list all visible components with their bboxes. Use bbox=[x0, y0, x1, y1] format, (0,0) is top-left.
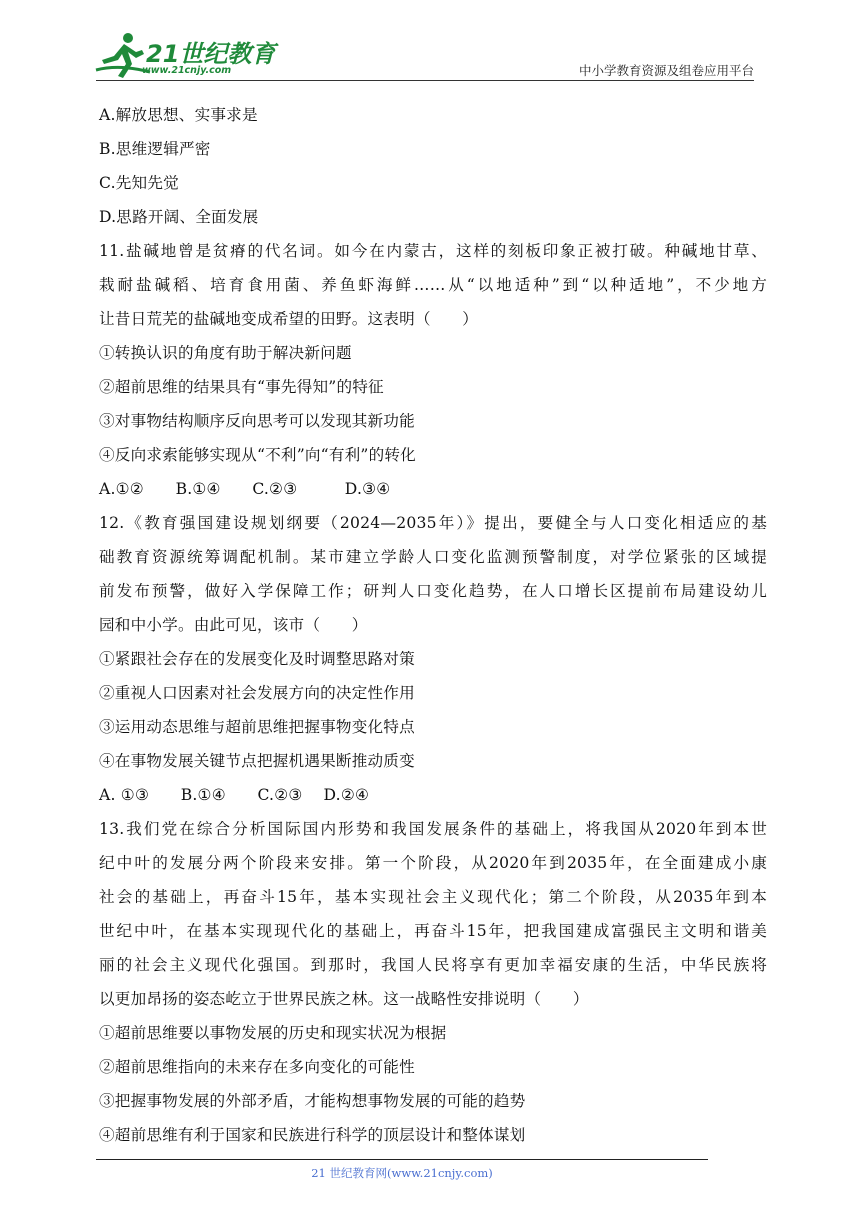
question-12-text: 12.《教育强国建设规划纲要（2024—2035年）》提出，要健全与人口变化相适应的基 bbox=[99, 514, 767, 532]
question-13-text: 纪中叶的发展分两个阶段来安排。第一个阶段，从2020年到2035年，在全面建成小康 bbox=[99, 854, 767, 872]
logo bbox=[94, 30, 276, 82]
question-13-text: 世纪中叶，在基本实现现代化的基础上，再奋斗15年，把我国建成富强民主文明和谐美 bbox=[99, 922, 767, 940]
question-13-text: 社会的基础上，再奋斗15年，基本实现社会主义现代化；第二个阶段，从2035年到本 bbox=[99, 888, 767, 906]
option-line: B.思维逻辑严密 bbox=[99, 140, 211, 158]
question-13-text: 丽的社会主义现代化强国。到那时，我国人民将享有更加幸福安康的生活，中华民族将 bbox=[99, 956, 767, 974]
question-13-text: 13.我们党在综合分析国际国内形势和我国发展条件的基础上，将我国从2020年到本世 bbox=[99, 820, 767, 838]
statement-line: ③运用动态思维与超前思维把握事物变化特点 bbox=[99, 718, 415, 736]
question-13-text: 以更加昂扬的姿态屹立于世界民族之林。这一战略性安排说明（ ） bbox=[99, 990, 589, 1008]
answer-options: A.①② B.①④ C.②③ D.③④ bbox=[99, 480, 391, 498]
logo-url: www.21cnjy.com bbox=[142, 65, 232, 76]
question-11-text: 栽耐盐碱稻、培育食用菌、养鱼虾海鲜……从“以地适种”到“以种适地”，不少地方 bbox=[99, 276, 767, 294]
page-header bbox=[0, 0, 860, 90]
statement-line: ③对事物结构顺序反向思考可以发现其新功能 bbox=[99, 412, 415, 430]
statement-line: ②重视人口因素对社会发展方向的决定性作用 bbox=[99, 684, 415, 702]
question-11-text: 11.盐碱地曾是贫瘠的代名词。如今在内蒙古，这样的刻板印象正被打破。种碱地甘草、 bbox=[99, 242, 767, 260]
statement-line: ②超前思维指向的未来存在多向变化的可能性 bbox=[99, 1058, 415, 1076]
statement-line: ②超前思维的结果具有“事先得知”的特征 bbox=[99, 378, 384, 396]
header-divider bbox=[96, 80, 754, 81]
logo-text: 21世纪教育 bbox=[146, 40, 276, 68]
statement-line: ④超前思维有利于国家和民族进行科学的顶层设计和整体谋划 bbox=[99, 1126, 526, 1144]
statement-line: ①超前思维要以事物发展的历史和现实状况为根据 bbox=[99, 1024, 447, 1042]
statement-line: ①紧跟社会存在的发展变化及时调整思路对策 bbox=[99, 650, 415, 668]
question-12-text: 础教育资源统筹调配机制。某市建立学龄人口变化监测预警制度，对学位紧张的区域提 bbox=[99, 548, 767, 566]
statement-line: ④在事物发展关键节点把握机遇果断推动质变 bbox=[99, 752, 415, 770]
option-line: A.解放思想、实事求是 bbox=[99, 106, 258, 124]
footer-divider bbox=[96, 1159, 708, 1160]
statement-line: ③把握事物发展的外部矛盾，才能构想事物发展的可能的趋势 bbox=[99, 1092, 526, 1110]
question-12-text: 园和中小学。由此可见，该市（ ） bbox=[99, 616, 368, 634]
option-line: C.先知先觉 bbox=[99, 174, 179, 192]
answer-options: A. ①③ B.①④ C.②③ D.②④ bbox=[99, 786, 370, 804]
statement-line: ①转换认识的角度有助于解决新问题 bbox=[99, 344, 352, 362]
question-12-text: 前发布预警，做好入学保障工作；研判人口变化趋势，在人口增长区提前布局建设幼儿 bbox=[99, 582, 767, 600]
option-line: D.思路开阔、全面发展 bbox=[99, 208, 259, 226]
question-11-text: 让昔日荒芜的盐碱地变成希望的田野。这表明（ ） bbox=[99, 310, 479, 328]
document-body bbox=[99, 98, 767, 1152]
page-footer: 21 世纪教育网(www.21cnjy.com) bbox=[311, 1166, 493, 1180]
platform-name: 中小学教育资源及组卷应用平台 bbox=[578, 63, 754, 78]
statement-line: ④反向求索能够实现从“不利”向“有利”的转化 bbox=[99, 446, 416, 464]
